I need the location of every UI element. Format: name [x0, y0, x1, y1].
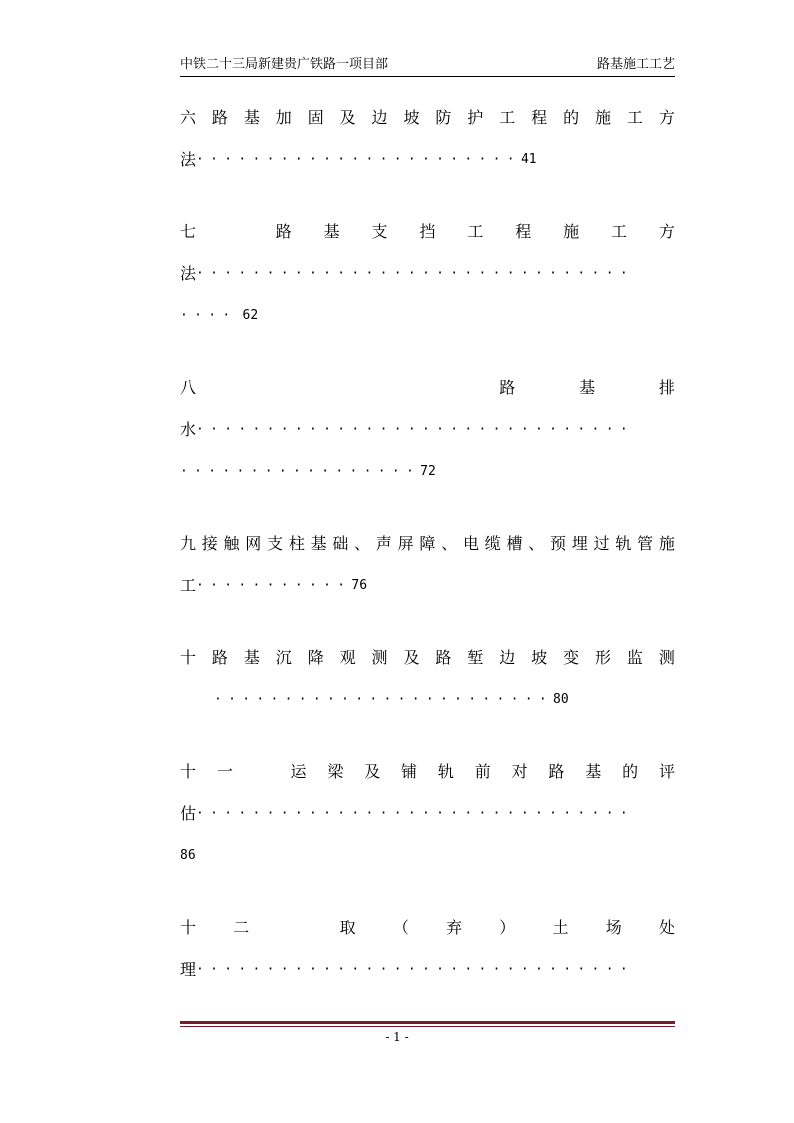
toc-title-char: 固	[307, 108, 324, 127]
toc-leader-dots: ·······························	[196, 266, 634, 281]
toc-leader-line-seven	[180, 264, 675, 284]
toc-title-char	[286, 918, 302, 938]
toc-title-char: 基	[585, 762, 602, 781]
toc-title-char: 、	[354, 534, 371, 553]
toc-page-number[interactable]: 80	[553, 692, 569, 707]
toc-title-six	[180, 108, 675, 128]
toc-title-char: 的	[622, 762, 639, 781]
toc-title-char: 路	[275, 222, 292, 241]
toc-title-char: 坡	[403, 108, 420, 127]
toc-title-char: 测	[658, 648, 675, 667]
toc-title-char: 缆	[484, 534, 501, 553]
toc-title-char: 护	[467, 108, 484, 127]
toc-title-char: 土	[552, 918, 569, 937]
toc-title-char: 坡	[531, 648, 548, 667]
toc-title-char: 堑	[467, 648, 484, 667]
toc-title-nine	[180, 534, 675, 554]
toc-lead-char: 理	[180, 960, 197, 979]
toc-title-char: 声	[375, 534, 392, 553]
toc-title-char: 路	[211, 108, 228, 127]
header-left-text: 中铁二十三局新建贵广铁路一项目部	[180, 57, 389, 72]
toc-title-char: 及	[339, 108, 356, 127]
toc-title-char: 基	[323, 222, 340, 241]
toc-leader-line-six	[180, 150, 675, 170]
toc-leader-dots: ····	[180, 308, 237, 323]
header-rule	[180, 76, 675, 77]
toc-title-char: 观	[339, 648, 356, 667]
toc-title-char: 础	[332, 534, 349, 553]
toc-title-char: 铺	[401, 762, 418, 781]
toc-title-char: 降	[307, 648, 324, 667]
toc-title-char: 施	[563, 222, 580, 241]
toc-leader-dots: ·······················	[196, 152, 521, 167]
toc-lead-char: 工	[180, 576, 197, 595]
toc-title-char: 挡	[419, 222, 436, 241]
toc-title-char: 轨	[437, 762, 454, 781]
toc-title-char	[419, 378, 435, 398]
toc-title-char: 评	[658, 762, 675, 781]
toc-title-char: 柱	[288, 534, 305, 553]
toc-title-char: 路	[499, 378, 516, 397]
toc-title-char	[340, 378, 356, 398]
toc-title-eight	[180, 378, 675, 398]
toc-title-char: 八	[180, 378, 197, 397]
toc-title-char: 沉	[275, 648, 292, 667]
toc-title-char: 一	[216, 762, 233, 781]
toc-title-ten	[180, 648, 675, 668]
toc-title-char: 方	[658, 222, 675, 241]
toc-title-char: 工	[499, 108, 516, 127]
toc-title-char: 基	[310, 534, 327, 553]
toc-title-char	[254, 762, 270, 782]
toc-title-char: 施	[594, 108, 611, 127]
toc-title-char: 障	[419, 534, 436, 553]
toc-lead-char: 估	[180, 804, 197, 823]
toc-title-char: 、	[441, 534, 458, 553]
toc-title-char: 支	[267, 534, 284, 553]
page-header	[180, 56, 675, 76]
toc-title-char	[228, 222, 244, 242]
toc-title-char: 支	[371, 222, 388, 241]
toc-title-char: 的	[563, 108, 580, 127]
toc-leader-line-eleven	[180, 804, 675, 824]
toc-title-char: 二	[233, 918, 250, 937]
toc-lead-char: 法	[180, 264, 197, 283]
toc-lead-char: 水	[180, 420, 197, 439]
toc-leader-line-eight	[180, 462, 675, 482]
toc-title-char: 埋	[571, 534, 588, 553]
toc-leader-line-eight	[180, 420, 675, 440]
toc-title-char: 加	[275, 108, 292, 127]
toc-title-char: 十	[180, 648, 197, 667]
toc-page-number[interactable]: 76	[351, 578, 368, 593]
toc-title-eleven	[180, 762, 675, 782]
toc-title-char: 防	[435, 108, 452, 127]
toc-leader-line-nine	[180, 576, 675, 596]
toc-title-char: 基	[243, 648, 260, 667]
toc-page-number[interactable]: 86	[180, 848, 196, 863]
toc-title-char: 边	[371, 108, 388, 127]
toc-title-twelve	[180, 918, 675, 938]
toc-title-char: 过	[593, 534, 610, 553]
toc-title-char: 轨	[615, 534, 632, 553]
toc-lead-char: 法	[180, 150, 197, 169]
toc-title-char: 及	[403, 648, 420, 667]
toc-leader-dots: ·······························	[196, 962, 634, 977]
toc-leader-dots: ···········	[196, 578, 352, 593]
toc-title-char: 监	[626, 648, 643, 667]
toc-title-char: 处	[658, 918, 675, 937]
header-right-text: 路基施工工艺	[596, 57, 675, 72]
toc-title-char: 路	[435, 648, 452, 667]
toc-leader-dots: ························	[214, 692, 554, 707]
page-number: - 1 -	[385, 1030, 409, 1044]
toc-title-char: 取	[339, 918, 356, 937]
toc-title-char: 预	[550, 534, 567, 553]
toc-title-char: 七	[180, 222, 197, 241]
toc-title-char: 运	[290, 762, 307, 781]
toc-title-char: ）	[499, 918, 516, 937]
toc-title-char: 电	[462, 534, 479, 553]
toc-title-char: 变	[563, 648, 580, 667]
toc-title-char: 工	[611, 222, 628, 241]
toc-leader-dots: ·················	[180, 464, 421, 479]
toc-title-char: 方	[658, 108, 675, 127]
toc-title-char: 排	[658, 378, 675, 397]
toc-title-char: 六	[180, 108, 197, 127]
toc-title-char: 工	[626, 108, 643, 127]
toc-leader-line-ten	[180, 690, 709, 710]
toc-title-char: 槽	[506, 534, 523, 553]
toc-title-char: 路	[211, 648, 228, 667]
toc-title-char: 程	[531, 108, 548, 127]
toc-title-char: 梁	[327, 762, 344, 781]
toc-page-number[interactable]: 41	[520, 152, 537, 167]
toc-title-char: 边	[499, 648, 516, 667]
toc-title-char: 触	[223, 534, 240, 553]
toc-title-char: 及	[364, 762, 381, 781]
toc-title-char: 对	[511, 762, 528, 781]
toc-title-char: 十	[180, 918, 197, 937]
toc-title-char: 管	[637, 534, 654, 553]
toc-title-char: 测	[371, 648, 388, 667]
toc-title-char: （	[392, 918, 409, 937]
toc-title-char: 接	[201, 534, 218, 553]
toc-title-char: 场	[605, 918, 622, 937]
toc-leader-dots: ·······························	[196, 806, 634, 821]
toc-title-char: 路	[548, 762, 565, 781]
toc-leader-line-twelve	[180, 960, 675, 980]
toc-title-char: 程	[515, 222, 532, 241]
toc-title-char: 形	[594, 648, 611, 667]
toc-title-char: 基	[579, 378, 596, 397]
toc-title-char: 九	[180, 534, 197, 553]
toc-page-number[interactable]: 72	[420, 464, 436, 479]
toc-title-char: 、	[528, 534, 545, 553]
toc-title-char: 弃	[446, 918, 463, 937]
toc-title-char: 网	[245, 534, 262, 553]
toc-leader-line-seven	[180, 306, 675, 326]
toc-title-char: 屏	[397, 534, 414, 553]
toc-title-char: 工	[467, 222, 484, 241]
toc-page-number[interactable]: 62	[242, 308, 259, 323]
toc-title-char: 前	[474, 762, 491, 781]
toc-leader-line-eleven	[180, 846, 675, 866]
toc-title-char: 基	[243, 108, 260, 127]
toc-leader-dots: ·······························	[196, 422, 634, 437]
footer-rule-thick	[180, 1021, 675, 1024]
toc-title-char: 十	[180, 762, 197, 781]
footer-rule-thin	[180, 1026, 675, 1027]
toc-title-seven	[180, 222, 675, 242]
toc-title-char: 施	[658, 534, 675, 553]
toc-title-char	[260, 378, 276, 398]
